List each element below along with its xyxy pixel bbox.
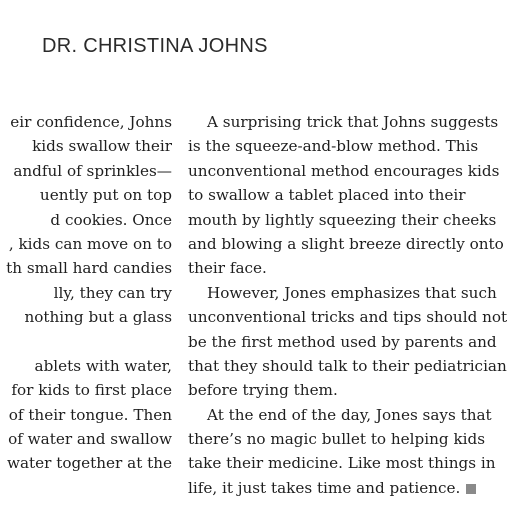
text-line: uently put on top	[39, 186, 172, 205]
paragraph-start-line: However, Jones emphasizes that such	[207, 283, 497, 302]
author-byline: DR. CHRISTINA JOHNS	[42, 35, 268, 57]
text-line: there’s no magic bullet to helping kids	[188, 430, 486, 449]
text-line: be the first method used by parents and	[188, 332, 497, 351]
text-line: unconventional tricks and tips should not	[188, 308, 508, 327]
text-line: their face.	[188, 259, 267, 278]
text-line: to swallow a tablet placed into their	[188, 186, 466, 205]
text-line: and blowing a slight breeze directly onto	[188, 234, 504, 253]
right-text-column	[188, 110, 512, 500]
text-line-content: life, it just takes time and patience.	[188, 478, 461, 497]
text-line: for kids to first place	[11, 381, 172, 400]
text-line: take their medicine. Like most things in	[188, 454, 496, 473]
end-of-article-square-icon	[466, 484, 476, 494]
paragraph-start-line: A surprising trick that Johns suggests	[207, 113, 499, 131]
text-line: unconventional method encourages kids	[188, 161, 500, 180]
text-line: mouth by lightly squeezing their cheeks	[188, 210, 497, 229]
text-line: of water and swallow	[8, 430, 172, 449]
text-line: water together at the	[6, 454, 172, 473]
text-line: , kids can move on to	[8, 234, 172, 253]
text-line: kids swallow their	[32, 137, 172, 156]
text-line: ablets with water,	[34, 356, 172, 375]
text-line: is the squeeze-and-blow method. This	[188, 137, 479, 156]
text-line: before trying them.	[188, 381, 338, 400]
final-line	[188, 476, 512, 500]
text-line: nothing but a glass	[24, 308, 172, 327]
text-line: lly, they can try	[53, 283, 172, 302]
text-line: andful of sprinkles—	[13, 161, 172, 180]
text-line: eir confidence, Johns	[10, 113, 172, 131]
text-line: that they should talk to their pediatrician	[188, 356, 507, 375]
left-text-column	[0, 110, 172, 476]
text-line: th small hard candies	[6, 259, 172, 278]
blank-line	[0, 330, 172, 354]
paragraph-start-line: At the end of the day, Jones says that	[207, 405, 492, 424]
text-line: d cookies. Once	[50, 210, 172, 229]
text-line: of their tongue. Then	[8, 405, 172, 424]
